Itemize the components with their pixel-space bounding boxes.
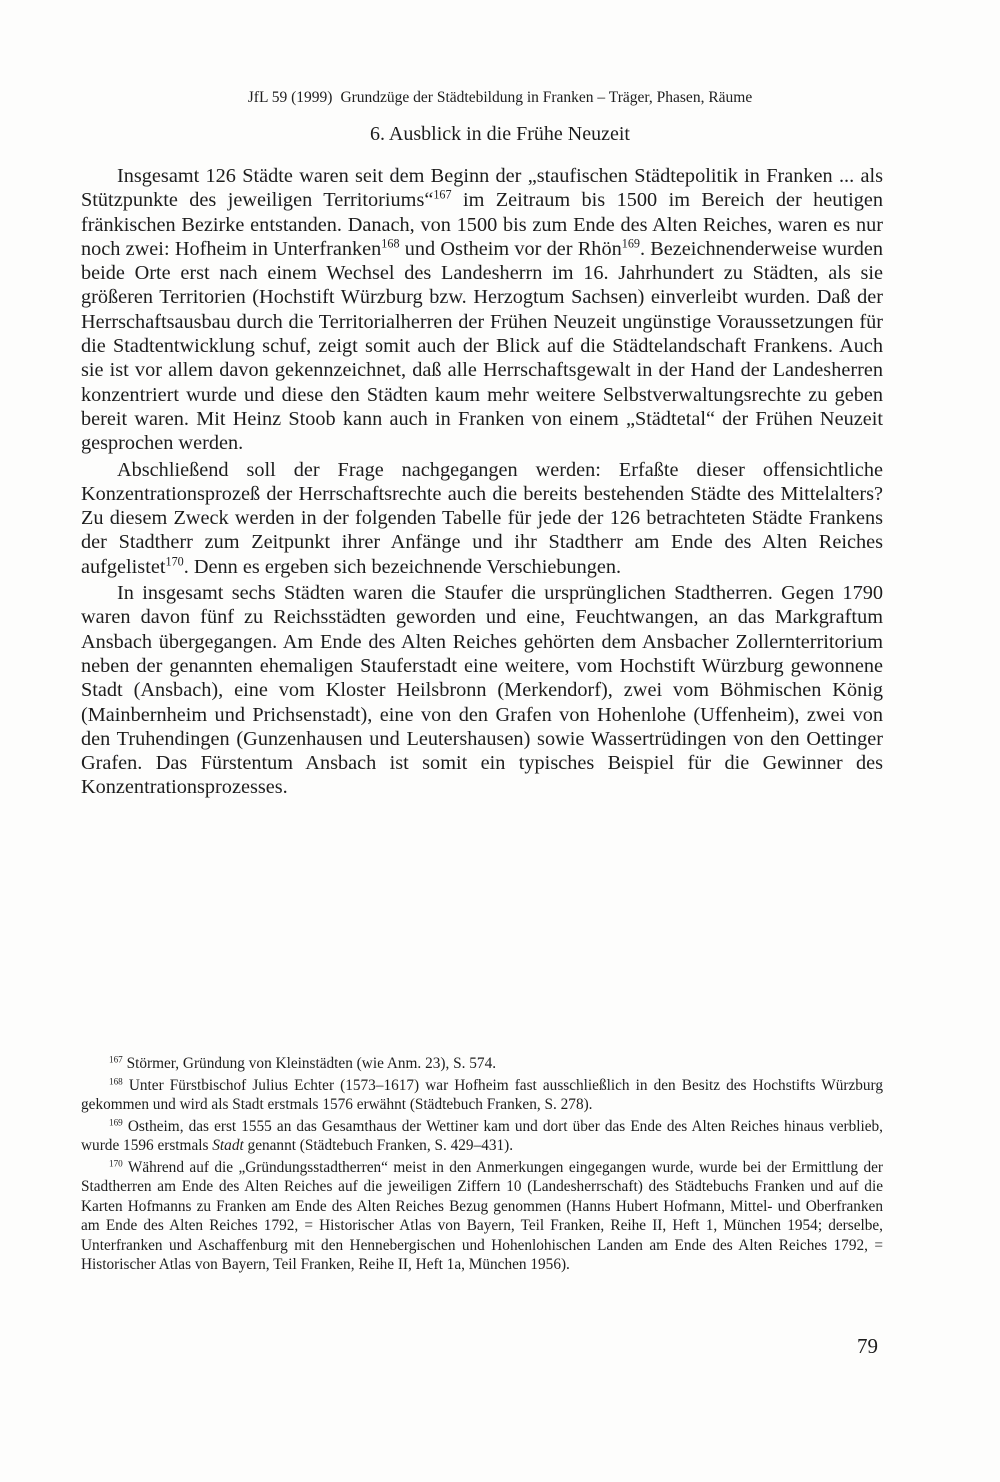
- footnote-ref: 169: [621, 236, 640, 251]
- section-heading: 6. Ausblick in die Frühe Neuzeit: [370, 123, 630, 145]
- footnote: $^{167}$ Störmer, Gründung von Kleinstädten (wie Anm. 23), S. 574.: [109, 1054, 497, 1072]
- body-text: [81, 164, 883, 800]
- journal-reference: JfL 59 (1999): [247, 89, 333, 106]
- footnote: $^{168}$ Unter Fürstbischof Julius Echter (1573–1617) war Hofheim fast ausschließlich in den Besitz des Hochstifts Würzburg gekommen und wird als Stadt erstmals 1576 erwähnt (Städtebuch Franken, S. 278).: [81, 1076, 883, 1113]
- footnote-number: 169: [109, 1117, 123, 1127]
- footnote-number: 170: [109, 1158, 123, 1168]
- footnote: $^{170}$ Während auf die „Gründungsstadtherren“ meist in den Anmerkungen eingegangen wurde, wurde bei der Ermittlung der Stadtherren am Ende des Alten Reiches auf die jeweiligen Ziffern 10 (Landesherrschaft) des Städtebuchs Franken und auf die Karten Hofmanns zu Franken am Ende des Alten Reiches Bezug genommen (Hanns Hubert Hofmann, Mittel- und Oberfranken am Ende des Alten Reiches 1792, = Historischer Atlas von Bayern, Teil Franken, Reihe II, Heft 1, München 1954; derselbe, Unterfranken und Aschaffenburg mit den Hennebergischen und Hohenlohischen Landen am Ende des Alten Reiches 1792, = Historischer Atlas von Bayern, Teil Franken, Reihe II, Heft 1a, München 1956).: [81, 1158, 883, 1273]
- emphasis: Stadt: [212, 1137, 244, 1154]
- page-number: 79: [857, 1334, 878, 1358]
- footnote-ref: 167: [433, 188, 452, 202]
- paragraph: Insgesamt 126 Städte waren seit dem Beginn der „staufischen Städtepolitik in Franken ... als Stützpunkte des jeweiligen Territoriums“$^{167}$ im Zeitraum bis 1500 im Bereich der heutigen fränkischen Bezirke entstanden. Danach, von 1500 bis zum Ende des Alten Reiches, waren es nur noch zwei: Hofheim in Unterfranken$^{168}$ und Ostheim vor der Rhön$^{169}$. Bezeichnenderweise wurden beide Orte erst nach einem Wechsel des Landesherrn im 16. Jahrhundert zu Städten, als sie größeren Territorien (Hochstift Würzburg bzw. Herzogtum Sachsen) einverleibt wurden. Daß der Herrschaftsausbau durch die Territorialherren der Frühen Neuzeit ungünstige Voraussetzungen für die Stadtentwicklung schuf, zeigt somit auch der Blick auf die Städtelandschaft Frankens. Auch sie ist vor allem davon gekennzeichnet, daß alle Herrschaftsgewalt in der Hand der Landesherren konzentriert wurde und diese den Städten kaum mehr weitere Selbstverwaltungsrechte zu geben bereit waren. Mit Heinz Stoob kann auch in Franken von einem „Städtetal“ der Frühen Neuzeit gesprochen werden.: [81, 165, 884, 455]
- paragraph: Abschließend soll der Frage nachgegangen werden: Erfaßte dieser offensichtliche Konzentrationsprozeß der Herrschaftsrechte auch die bereits bestehenden Städte des Mittelalters? Zu diesem Zweck werden in der folgenden Tabelle für jede der 126 betrachteten Städte Frankens der Stadtherr zum Zeitpunkt ihrer Anfänge und ihr Stadtherr am Ende des Alten Reiches aufgelistet$^{170}$. Denn es ergeben sich bezeichnende Verschiebungen.: [81, 458, 883, 578]
- footnote-ref: 168: [381, 236, 400, 251]
- paragraph: In insgesamt sechs Städten waren die Staufer die ursprünglichen Stadtherren. Gegen 1790 waren davon fünf zu Reichsstädten geworden und eine, Feuchtwangen, an das Markgraftum Ansbach übergegangen. Am Ende des Alten Reiches gehörten dem Ansbacher Zollernterritorium neben der genannten ehemaligen Stauferstadt eine weitere, vom Hochstift Würzburg gewonnene Stadt (Ansbach), eine vom Kloster Heilsbronn (Merkendorf), zwei vom Böhmischen König (Mainbernheim und Prichsenstadt), eine von den Grafen von Hohenlohe (Uffenheim), zwei von den Truhendingen (Gunzenhausen und Leutershausen) sowie Wassertrüdingen von den Oettinger Grafen. Das Fürstentum Ansbach ist somit ein typisches Beispiel für die Gewinner des Konzentrationsprozesses.: [81, 582, 883, 799]
- article-title: Grundzüge der Städtebildung in Franken – Träger, Phasen, Räume: [340, 89, 753, 106]
- footnote-number: 168: [109, 1076, 123, 1086]
- footnotes: [81, 1054, 883, 1277]
- running-header: [0, 88, 1000, 108]
- footnote-number: 167: [109, 1054, 123, 1065]
- footnote-ref: 170: [165, 554, 184, 569]
- footnote: $^{169}$ Ostheim, das erst 1555 an das Gesamthaus der Wettiner kam und dort über das Ende des Alten Reiches hinaus verblieb, wurde 1596 erstmals Stadt genannt (Städtebuch Franken, S. 429–431).: [81, 1117, 883, 1154]
